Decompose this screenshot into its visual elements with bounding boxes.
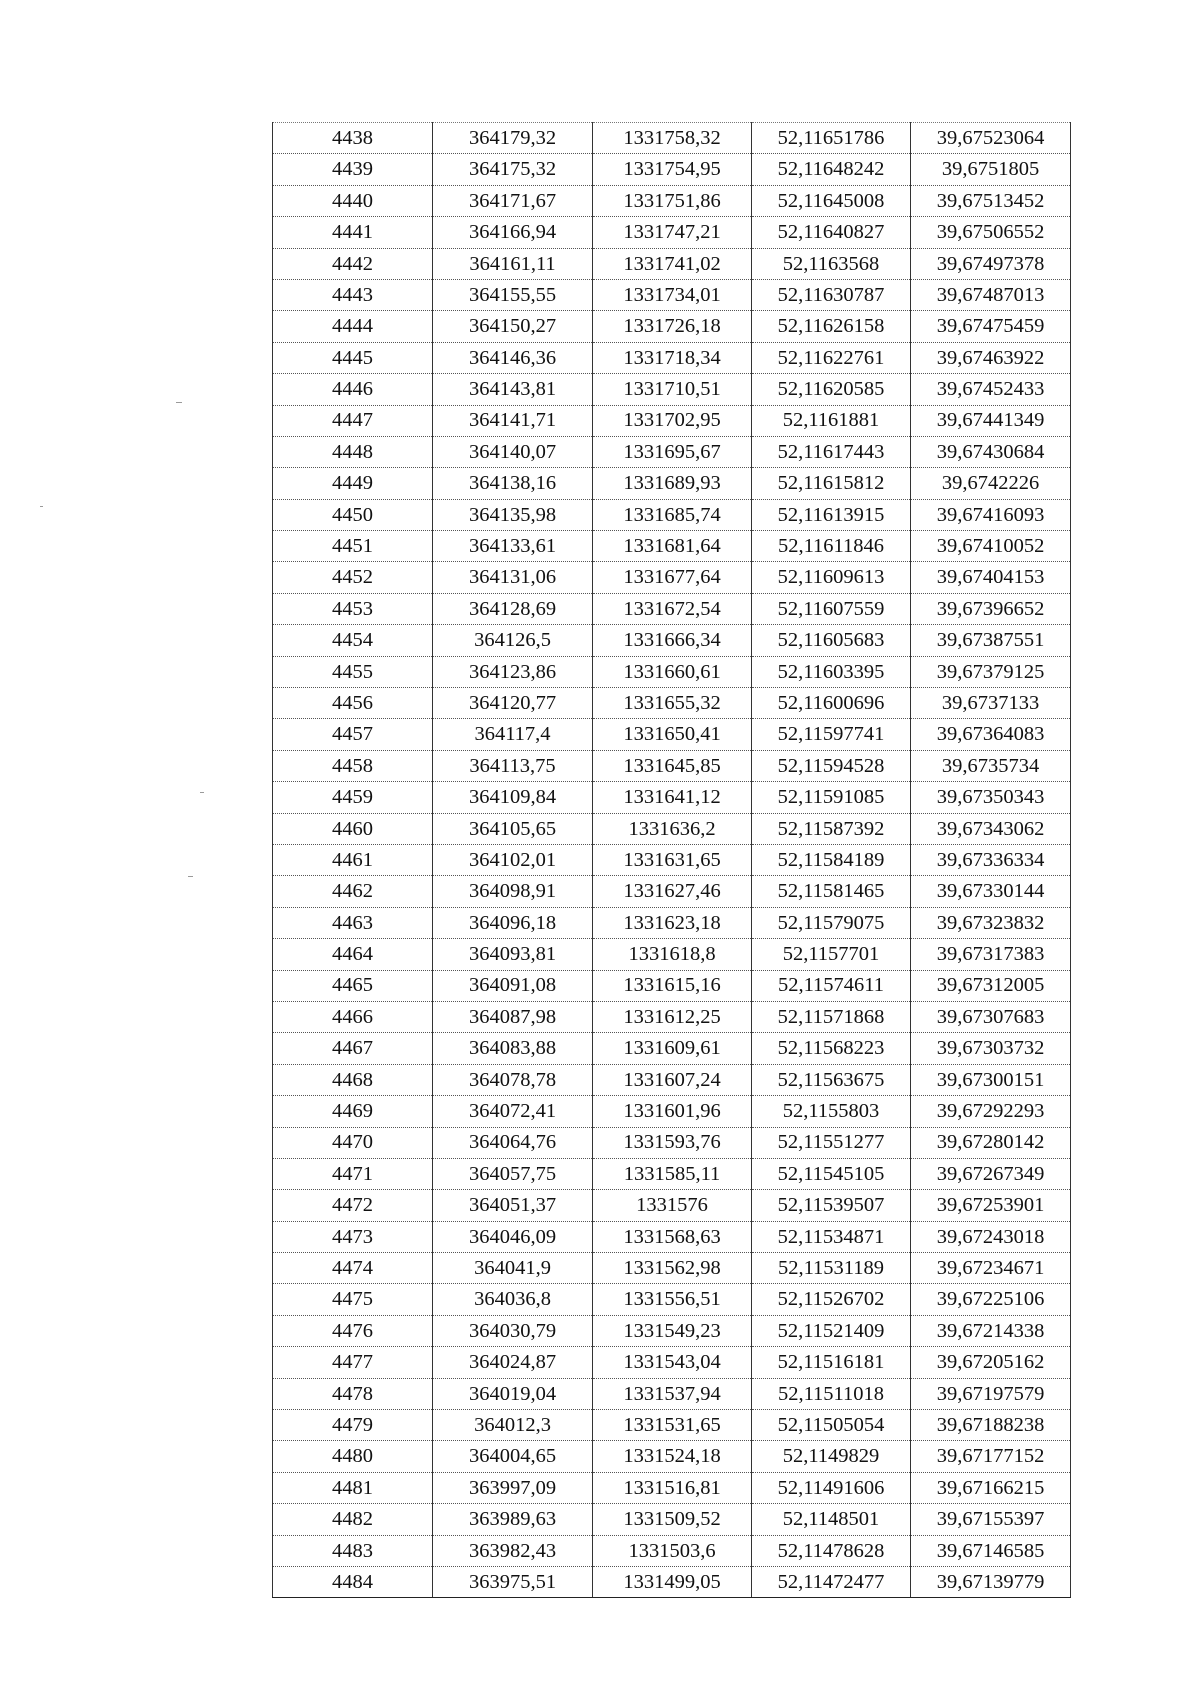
y-coordinate-cell: 1331677,64 (593, 562, 752, 593)
table-row (273, 688, 1071, 719)
latitude-cell: 52,11516181 (752, 1347, 911, 1378)
latitude-cell: 52,11648242 (752, 154, 911, 185)
longitude-cell: 39,67205162 (911, 1347, 1071, 1378)
y-coordinate-cell: 1331524,18 (593, 1441, 752, 1472)
point-number-cell: 4484 (273, 1566, 433, 1597)
longitude-cell: 39,67234671 (911, 1253, 1071, 1284)
table-row (273, 1190, 1071, 1221)
point-number-cell: 4448 (273, 436, 433, 467)
longitude-cell: 39,67243018 (911, 1221, 1071, 1252)
x-coordinate-cell: 364024,87 (433, 1347, 593, 1378)
longitude-cell: 39,67300151 (911, 1064, 1071, 1095)
x-coordinate-cell: 364135,98 (433, 499, 593, 530)
y-coordinate-cell: 1331612,25 (593, 1001, 752, 1032)
longitude-cell: 39,67280142 (911, 1127, 1071, 1158)
x-coordinate-cell: 364117,4 (433, 719, 593, 750)
y-coordinate-cell: 1331702,95 (593, 405, 752, 436)
x-coordinate-cell: 364161,11 (433, 248, 593, 279)
longitude-cell: 39,67410052 (911, 531, 1071, 562)
latitude-cell: 52,11551277 (752, 1127, 911, 1158)
x-coordinate-cell: 364179,32 (433, 123, 593, 154)
longitude-cell: 39,67330144 (911, 876, 1071, 907)
longitude-cell: 39,67139779 (911, 1566, 1071, 1597)
x-coordinate-cell: 364072,41 (433, 1096, 593, 1127)
latitude-cell: 52,11584189 (752, 844, 911, 875)
longitude-cell: 39,67166215 (911, 1472, 1071, 1503)
table-row (273, 593, 1071, 624)
table-row (273, 970, 1071, 1001)
point-number-cell: 4458 (273, 750, 433, 781)
y-coordinate-cell: 1331509,52 (593, 1504, 752, 1535)
table-row (273, 311, 1071, 342)
longitude-cell: 39,67487013 (911, 279, 1071, 310)
y-coordinate-cell: 1331660,61 (593, 656, 752, 687)
table-row (273, 1566, 1071, 1597)
scan-speck (40, 506, 43, 507)
table-row (273, 1033, 1071, 1064)
y-coordinate-cell: 1331631,65 (593, 844, 752, 875)
y-coordinate-cell: 1331499,05 (593, 1566, 752, 1597)
latitude-cell: 52,11605683 (752, 625, 911, 656)
x-coordinate-cell: 364105,65 (433, 813, 593, 844)
x-coordinate-cell: 364113,75 (433, 750, 593, 781)
x-coordinate-cell: 364128,69 (433, 593, 593, 624)
table-row (273, 436, 1071, 467)
latitude-cell: 52,11539507 (752, 1190, 911, 1221)
point-number-cell: 4465 (273, 970, 433, 1001)
point-number-cell: 4447 (273, 405, 433, 436)
point-number-cell: 4452 (273, 562, 433, 593)
latitude-cell: 52,11511018 (752, 1378, 911, 1409)
x-coordinate-cell: 363975,51 (433, 1566, 593, 1597)
latitude-cell: 52,1149829 (752, 1441, 911, 1472)
latitude-cell: 52,11630787 (752, 279, 911, 310)
y-coordinate-cell: 1331636,2 (593, 813, 752, 844)
latitude-cell: 52,11615812 (752, 468, 911, 499)
table-row (273, 1253, 1071, 1284)
longitude-cell: 39,67364083 (911, 719, 1071, 750)
y-coordinate-cell: 1331568,63 (593, 1221, 752, 1252)
longitude-cell: 39,67379125 (911, 656, 1071, 687)
point-number-cell: 4453 (273, 593, 433, 624)
x-coordinate-cell: 364123,86 (433, 656, 593, 687)
x-coordinate-cell: 364166,94 (433, 217, 593, 248)
point-number-cell: 4467 (273, 1033, 433, 1064)
latitude-cell: 52,1157701 (752, 939, 911, 970)
longitude-cell: 39,67267349 (911, 1158, 1071, 1189)
point-number-cell: 4446 (273, 374, 433, 405)
y-coordinate-cell: 1331503,6 (593, 1535, 752, 1566)
table-row (273, 876, 1071, 907)
x-coordinate-cell: 364012,3 (433, 1410, 593, 1441)
table-row (273, 625, 1071, 656)
point-number-cell: 4480 (273, 1441, 433, 1472)
table-row (273, 248, 1071, 279)
latitude-cell: 52,11521409 (752, 1315, 911, 1346)
table-row (273, 1221, 1071, 1252)
point-number-cell: 4440 (273, 185, 433, 216)
longitude-cell: 39,67387551 (911, 625, 1071, 656)
y-coordinate-cell: 1331718,34 (593, 342, 752, 373)
coordinates-table (272, 122, 1071, 1598)
table-row (273, 1001, 1071, 1032)
x-coordinate-cell: 363997,09 (433, 1472, 593, 1503)
latitude-cell: 52,11651786 (752, 123, 911, 154)
y-coordinate-cell: 1331549,23 (593, 1315, 752, 1346)
longitude-cell: 39,67188238 (911, 1410, 1071, 1441)
latitude-cell: 52,1161881 (752, 405, 911, 436)
point-number-cell: 4457 (273, 719, 433, 750)
x-coordinate-cell: 364131,06 (433, 562, 593, 593)
point-number-cell: 4455 (273, 656, 433, 687)
table-row (273, 1378, 1071, 1409)
x-coordinate-cell: 364083,88 (433, 1033, 593, 1064)
table-row (273, 468, 1071, 499)
latitude-cell: 52,11563675 (752, 1064, 911, 1095)
latitude-cell: 52,11620585 (752, 374, 911, 405)
x-coordinate-cell: 364030,79 (433, 1315, 593, 1346)
x-coordinate-cell: 364087,98 (433, 1001, 593, 1032)
table-row (273, 750, 1071, 781)
y-coordinate-cell: 1331650,41 (593, 719, 752, 750)
coordinates-table-body (273, 123, 1071, 1598)
table-row (273, 1472, 1071, 1503)
point-number-cell: 4462 (273, 876, 433, 907)
longitude-cell: 39,67452433 (911, 374, 1071, 405)
y-coordinate-cell: 1331685,74 (593, 499, 752, 530)
point-number-cell: 4483 (273, 1535, 433, 1566)
latitude-cell: 52,11571868 (752, 1001, 911, 1032)
y-coordinate-cell: 1331641,12 (593, 782, 752, 813)
point-number-cell: 4444 (273, 311, 433, 342)
x-coordinate-cell: 364143,81 (433, 374, 593, 405)
x-coordinate-cell: 364146,36 (433, 342, 593, 373)
x-coordinate-cell: 364078,78 (433, 1064, 593, 1095)
latitude-cell: 52,11531189 (752, 1253, 911, 1284)
table-row (273, 499, 1071, 530)
x-coordinate-cell: 364036,8 (433, 1284, 593, 1315)
x-coordinate-cell: 364155,55 (433, 279, 593, 310)
y-coordinate-cell: 1331666,34 (593, 625, 752, 656)
point-number-cell: 4469 (273, 1096, 433, 1127)
table-row (273, 1284, 1071, 1315)
table-row (273, 1535, 1071, 1566)
y-coordinate-cell: 1331741,02 (593, 248, 752, 279)
point-number-cell: 4476 (273, 1315, 433, 1346)
latitude-cell: 52,11472477 (752, 1566, 911, 1597)
y-coordinate-cell: 1331754,95 (593, 154, 752, 185)
longitude-cell: 39,6735734 (911, 750, 1071, 781)
y-coordinate-cell: 1331689,93 (593, 468, 752, 499)
y-coordinate-cell: 1331623,18 (593, 907, 752, 938)
y-coordinate-cell: 1331655,32 (593, 688, 752, 719)
longitude-cell: 39,67430684 (911, 436, 1071, 467)
table-row (273, 719, 1071, 750)
latitude-cell: 52,11611846 (752, 531, 911, 562)
x-coordinate-cell: 364064,76 (433, 1127, 593, 1158)
longitude-cell: 39,67177152 (911, 1441, 1071, 1472)
point-number-cell: 4473 (273, 1221, 433, 1252)
y-coordinate-cell: 1331556,51 (593, 1284, 752, 1315)
longitude-cell: 39,67513452 (911, 185, 1071, 216)
x-coordinate-cell: 364091,08 (433, 970, 593, 1001)
point-number-cell: 4454 (273, 625, 433, 656)
table-row (273, 1441, 1071, 1472)
point-number-cell: 4474 (273, 1253, 433, 1284)
point-number-cell: 4464 (273, 939, 433, 970)
scan-speck (176, 402, 182, 403)
table-row (273, 217, 1071, 248)
latitude-cell: 52,1155803 (752, 1096, 911, 1127)
latitude-cell: 52,11594528 (752, 750, 911, 781)
point-number-cell: 4463 (273, 907, 433, 938)
scan-speck (188, 876, 193, 877)
latitude-cell: 52,11491606 (752, 1472, 911, 1503)
latitude-cell: 52,11607559 (752, 593, 911, 624)
point-number-cell: 4475 (273, 1284, 433, 1315)
point-number-cell: 4443 (273, 279, 433, 310)
latitude-cell: 52,11574611 (752, 970, 911, 1001)
table-row (273, 279, 1071, 310)
longitude-cell: 39,67214338 (911, 1315, 1071, 1346)
point-number-cell: 4439 (273, 154, 433, 185)
y-coordinate-cell: 1331531,65 (593, 1410, 752, 1441)
table-row (273, 939, 1071, 970)
table-row (273, 1315, 1071, 1346)
table-row (273, 1127, 1071, 1158)
y-coordinate-cell: 1331593,76 (593, 1127, 752, 1158)
longitude-cell: 39,67303732 (911, 1033, 1071, 1064)
table-row (273, 782, 1071, 813)
table-row (273, 374, 1071, 405)
x-coordinate-cell: 364046,09 (433, 1221, 593, 1252)
point-number-cell: 4471 (273, 1158, 433, 1189)
table-row (273, 1064, 1071, 1095)
table-row (273, 562, 1071, 593)
point-number-cell: 4459 (273, 782, 433, 813)
longitude-cell: 39,67497378 (911, 248, 1071, 279)
point-number-cell: 4449 (273, 468, 433, 499)
longitude-cell: 39,67463922 (911, 342, 1071, 373)
point-number-cell: 4468 (273, 1064, 433, 1095)
latitude-cell: 52,11591085 (752, 782, 911, 813)
point-number-cell: 4472 (273, 1190, 433, 1221)
point-number-cell: 4481 (273, 1472, 433, 1503)
point-number-cell: 4466 (273, 1001, 433, 1032)
latitude-cell: 52,11581465 (752, 876, 911, 907)
longitude-cell: 39,67323832 (911, 907, 1071, 938)
y-coordinate-cell: 1331516,81 (593, 1472, 752, 1503)
point-number-cell: 4477 (273, 1347, 433, 1378)
y-coordinate-cell: 1331645,85 (593, 750, 752, 781)
point-number-cell: 4441 (273, 217, 433, 248)
longitude-cell: 39,67404153 (911, 562, 1071, 593)
latitude-cell: 52,11526702 (752, 1284, 911, 1315)
table-row (273, 1347, 1071, 1378)
x-coordinate-cell: 364171,67 (433, 185, 593, 216)
x-coordinate-cell: 364140,07 (433, 436, 593, 467)
x-coordinate-cell: 363989,63 (433, 1504, 593, 1535)
longitude-cell: 39,67317383 (911, 939, 1071, 970)
y-coordinate-cell: 1331747,21 (593, 217, 752, 248)
latitude-cell: 52,11600696 (752, 688, 911, 719)
point-number-cell: 4460 (273, 813, 433, 844)
x-coordinate-cell: 364109,84 (433, 782, 593, 813)
x-coordinate-cell: 364041,9 (433, 1253, 593, 1284)
x-coordinate-cell: 364051,37 (433, 1190, 593, 1221)
x-coordinate-cell: 364138,16 (433, 468, 593, 499)
y-coordinate-cell: 1331607,24 (593, 1064, 752, 1095)
longitude-cell: 39,67292293 (911, 1096, 1071, 1127)
y-coordinate-cell: 1331726,18 (593, 311, 752, 342)
y-coordinate-cell: 1331601,96 (593, 1096, 752, 1127)
point-number-cell: 4438 (273, 123, 433, 154)
longitude-cell: 39,67441349 (911, 405, 1071, 436)
longitude-cell: 39,67307683 (911, 1001, 1071, 1032)
point-number-cell: 4479 (273, 1410, 433, 1441)
longitude-cell: 39,67312005 (911, 970, 1071, 1001)
x-coordinate-cell: 364120,77 (433, 688, 593, 719)
longitude-cell: 39,67343062 (911, 813, 1071, 844)
y-coordinate-cell: 1331734,01 (593, 279, 752, 310)
y-coordinate-cell: 1331672,54 (593, 593, 752, 624)
y-coordinate-cell: 1331681,64 (593, 531, 752, 562)
longitude-cell: 39,67523064 (911, 123, 1071, 154)
point-number-cell: 4450 (273, 499, 433, 530)
table-row (273, 123, 1071, 154)
x-coordinate-cell: 364093,81 (433, 939, 593, 970)
longitude-cell: 39,67336334 (911, 844, 1071, 875)
latitude-cell: 52,11640827 (752, 217, 911, 248)
longitude-cell: 39,67197579 (911, 1378, 1071, 1409)
latitude-cell: 52,1148501 (752, 1504, 911, 1535)
y-coordinate-cell: 1331537,94 (593, 1378, 752, 1409)
longitude-cell: 39,67506552 (911, 217, 1071, 248)
latitude-cell: 52,11545105 (752, 1158, 911, 1189)
table-row (273, 1158, 1071, 1189)
longitude-cell: 39,6742226 (911, 468, 1071, 499)
table-row (273, 405, 1071, 436)
y-coordinate-cell: 1331627,46 (593, 876, 752, 907)
latitude-cell: 52,1163568 (752, 248, 911, 279)
table-row (273, 1504, 1071, 1535)
longitude-cell: 39,67416093 (911, 499, 1071, 530)
y-coordinate-cell: 1331758,32 (593, 123, 752, 154)
y-coordinate-cell: 1331710,51 (593, 374, 752, 405)
longitude-cell: 39,67350343 (911, 782, 1071, 813)
latitude-cell: 52,11626158 (752, 311, 911, 342)
point-number-cell: 4445 (273, 342, 433, 373)
longitude-cell: 39,6751805 (911, 154, 1071, 185)
point-number-cell: 4478 (273, 1378, 433, 1409)
latitude-cell: 52,11568223 (752, 1033, 911, 1064)
latitude-cell: 52,11613915 (752, 499, 911, 530)
x-coordinate-cell: 364126,5 (433, 625, 593, 656)
x-coordinate-cell: 364141,71 (433, 405, 593, 436)
table-row (273, 154, 1071, 185)
point-number-cell: 4451 (273, 531, 433, 562)
longitude-cell: 39,67146585 (911, 1535, 1071, 1566)
table-row (273, 1096, 1071, 1127)
point-number-cell: 4470 (273, 1127, 433, 1158)
latitude-cell: 52,11534871 (752, 1221, 911, 1252)
table-row (273, 342, 1071, 373)
table-row (273, 531, 1071, 562)
latitude-cell: 52,11645008 (752, 185, 911, 216)
latitude-cell: 52,11597741 (752, 719, 911, 750)
longitude-cell: 39,67155397 (911, 1504, 1071, 1535)
point-number-cell: 4456 (273, 688, 433, 719)
latitude-cell: 52,11617443 (752, 436, 911, 467)
longitude-cell: 39,67253901 (911, 1190, 1071, 1221)
scan-speck (200, 792, 204, 793)
x-coordinate-cell: 363982,43 (433, 1535, 593, 1566)
latitude-cell: 52,11478628 (752, 1535, 911, 1566)
y-coordinate-cell: 1331618,8 (593, 939, 752, 970)
x-coordinate-cell: 364102,01 (433, 844, 593, 875)
x-coordinate-cell: 364019,04 (433, 1378, 593, 1409)
y-coordinate-cell: 1331751,86 (593, 185, 752, 216)
longitude-cell: 39,67225106 (911, 1284, 1071, 1315)
y-coordinate-cell: 1331562,98 (593, 1253, 752, 1284)
latitude-cell: 52,11505054 (752, 1410, 911, 1441)
table-row (273, 1410, 1071, 1441)
longitude-cell: 39,67396652 (911, 593, 1071, 624)
y-coordinate-cell: 1331576 (593, 1190, 752, 1221)
latitude-cell: 52,11609613 (752, 562, 911, 593)
x-coordinate-cell: 364098,91 (433, 876, 593, 907)
y-coordinate-cell: 1331585,11 (593, 1158, 752, 1189)
table-row (273, 844, 1071, 875)
y-coordinate-cell: 1331615,16 (593, 970, 752, 1001)
table-row (273, 185, 1071, 216)
x-coordinate-cell: 364175,32 (433, 154, 593, 185)
x-coordinate-cell: 364133,61 (433, 531, 593, 562)
latitude-cell: 52,11622761 (752, 342, 911, 373)
latitude-cell: 52,11587392 (752, 813, 911, 844)
point-number-cell: 4482 (273, 1504, 433, 1535)
y-coordinate-cell: 1331609,61 (593, 1033, 752, 1064)
table-row (273, 907, 1071, 938)
table-row (273, 813, 1071, 844)
y-coordinate-cell: 1331695,67 (593, 436, 752, 467)
latitude-cell: 52,11579075 (752, 907, 911, 938)
x-coordinate-cell: 364057,75 (433, 1158, 593, 1189)
point-number-cell: 4461 (273, 844, 433, 875)
x-coordinate-cell: 364150,27 (433, 311, 593, 342)
y-coordinate-cell: 1331543,04 (593, 1347, 752, 1378)
x-coordinate-cell: 364096,18 (433, 907, 593, 938)
latitude-cell: 52,11603395 (752, 656, 911, 687)
longitude-cell: 39,6737133 (911, 688, 1071, 719)
longitude-cell: 39,67475459 (911, 311, 1071, 342)
x-coordinate-cell: 364004,65 (433, 1441, 593, 1472)
point-number-cell: 4442 (273, 248, 433, 279)
table-row (273, 656, 1071, 687)
